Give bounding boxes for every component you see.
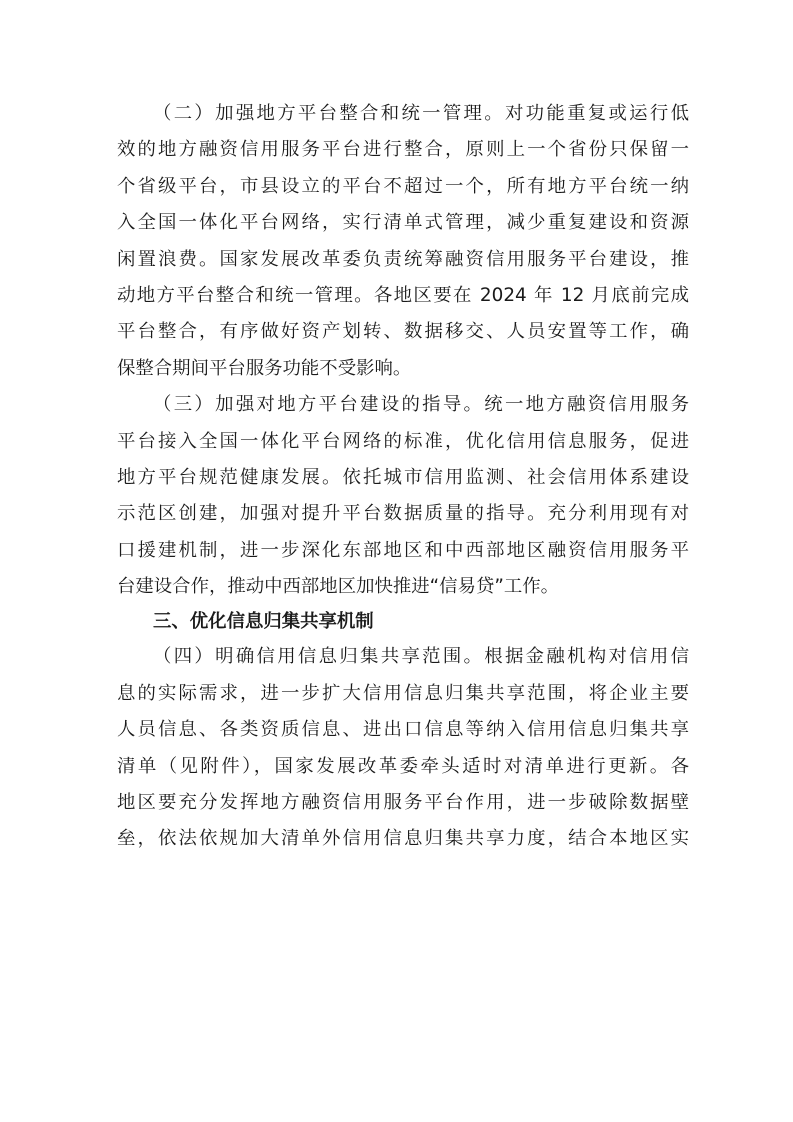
- paragraph-line: 平台整合，有序做好资产划转、数据移交、人员安置等工作，确: [117, 321, 689, 343]
- paragraph-line: 示范区创建，加强对提升平台数据质量的指导。充分利用现有对: [117, 503, 689, 525]
- paragraph-line: 垒，依法依规加大清单外信用信息归集共享力度，结合本地区实: [117, 828, 689, 850]
- paragraph-4: [117, 639, 689, 857]
- paragraph-line: （四）明确信用信息归集共享范围。根据金融机构对信用信: [153, 646, 689, 668]
- paragraph-line: 动地方平台整合和统一管理。各地区要在 2024 年 12 月底前完成: [117, 284, 689, 306]
- paragraph-line: （三）加强对地方平台建设的指导。统一地方融资信用服务: [153, 394, 689, 416]
- paragraph-3: [117, 387, 689, 605]
- paragraph-line: 平台接入全国一体化平台网络的标准，优化信用信息服务，促进: [117, 430, 689, 452]
- document-body: [117, 96, 689, 858]
- paragraph-line: 清单（见附件），国家发展改革委牵头适时对清单进行更新。各: [117, 755, 689, 777]
- paragraph-line: 口援建机制，进一步深化东部地区和中西部地区融资信用服务平: [117, 539, 689, 561]
- paragraph-line: 地方平台规范健康发展。依托城市信用监测、社会信用体系建设: [117, 466, 689, 488]
- paragraph-line: 保整合期间平台服务功能不受影响。: [117, 357, 412, 379]
- paragraph-line: 闲置浪费。国家发展改革委负责统筹融资信用服务平台建设，推: [117, 248, 689, 270]
- paragraph-line: （二）加强地方平台整合和统一管理。对功能重复或运行低: [153, 103, 689, 124]
- paragraph-line: 入全国一体化平台网络，实行清单式管理，减少重复建设和资源: [117, 212, 689, 234]
- paragraph-line: 息的实际需求，进一步扩大信用信息归集共享范围，将企业主要: [117, 682, 689, 704]
- paragraph-line: 个省级平台，市县设立的平台不超过一个，所有地方平台统一纳: [117, 175, 689, 197]
- paragraph-line: 地区要充分发挥地方融资信用服务平台作用，进一步破除数据壁: [117, 792, 689, 814]
- paragraph-line: 效的地方融资信用服务平台进行整合，原则上一个省份只保留一: [117, 139, 689, 161]
- paragraph-line: 台建设合作，推动中西部地区加快推进“信易贷”工作。: [117, 576, 560, 598]
- section-heading: 三、优化信息归集共享机制: [153, 611, 374, 633]
- paragraph-line: 人员信息、各类资质信息、进出口信息等纳入信用信息归集共享: [117, 719, 689, 741]
- paragraph-2: [117, 96, 689, 387]
